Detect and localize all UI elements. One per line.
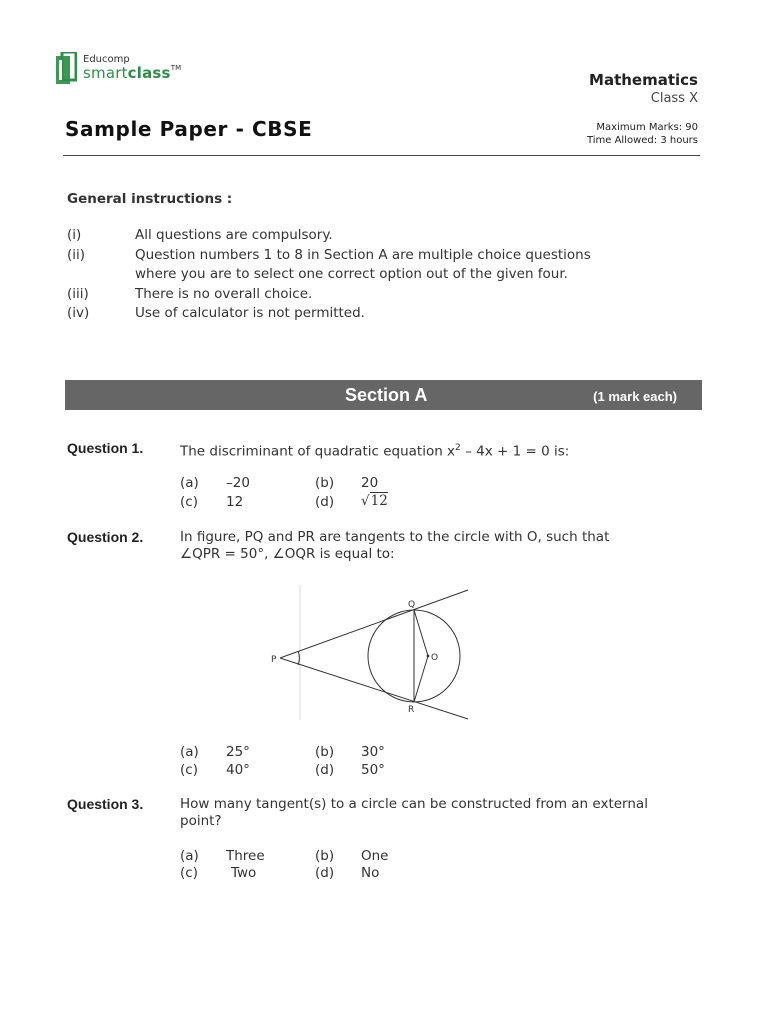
instruction-text: There is no overall choice.	[135, 285, 313, 302]
angle-arc	[298, 651, 299, 665]
instruction-item	[67, 304, 615, 324]
option-key: (c)	[180, 494, 198, 510]
square-root-sign: √	[361, 493, 370, 509]
question-3-line: How many tangent(s) to a circle can be constructed from an external	[180, 796, 648, 812]
option-value: No	[361, 865, 380, 881]
header-divider	[63, 155, 700, 156]
educomp-smartclass-logo	[55, 50, 185, 90]
option-key: (c)	[180, 865, 198, 881]
option-key: (b)	[315, 475, 335, 491]
question-1-label: Question 1.	[67, 440, 144, 456]
label-q: Q	[408, 600, 416, 610]
instruction-text: Use of calculator is not permitted.	[135, 305, 365, 321]
option-key: (a)	[180, 744, 199, 760]
option-value: 30°	[361, 744, 385, 760]
option-key: (d)	[315, 494, 335, 510]
tangent-circle-figure	[268, 585, 478, 720]
instruction-number: (i)	[67, 227, 82, 243]
option-value-sqrt	[361, 493, 388, 509]
section-marks-note: (1 mark each)	[593, 389, 677, 404]
option-value: 20	[361, 475, 379, 491]
question-2-line: ∠QPR = 50°, ∠OQR is equal to:	[180, 546, 395, 562]
option-key: (a)	[180, 848, 199, 864]
logo-product-part-b: class	[127, 64, 171, 82]
instruction-item	[67, 265, 615, 285]
smartclass-logo-icon	[55, 52, 77, 86]
instruction-number: (iii)	[67, 285, 89, 302]
instruction-item	[67, 226, 615, 246]
instruction-text: All questions are compulsory.	[135, 227, 333, 243]
time-allowed: Time Allowed: 3 hours	[586, 135, 698, 146]
tangent-line-pr	[280, 658, 468, 719]
label-r: R	[408, 705, 415, 715]
instruction-number	[67, 265, 135, 285]
question-3-text	[180, 796, 690, 830]
logo-company-text: Educomp	[83, 54, 130, 65]
question-3-label: Question 3.	[67, 796, 144, 812]
option-key: (a)	[180, 475, 199, 491]
instruction-item	[67, 246, 615, 266]
instruction-item	[67, 285, 615, 305]
tangent-line-pq	[280, 590, 468, 658]
option-key: (b)	[315, 848, 335, 864]
question-2-label: Question 2.	[67, 529, 144, 545]
option-value: 25°	[226, 744, 250, 760]
instructions-list	[67, 226, 615, 324]
option-key: (d)	[315, 865, 335, 881]
section-a-banner	[65, 380, 702, 410]
label-o: O	[431, 653, 439, 663]
center-point	[427, 655, 430, 658]
logo-product-text	[83, 64, 181, 82]
option-value: 40°	[226, 762, 250, 778]
section-title: Section A	[345, 385, 428, 405]
question-2-text	[180, 529, 690, 563]
question-1-text-part: – 4x + 1 = 0 is:	[460, 443, 570, 460]
label-p: P	[271, 655, 277, 665]
question-1-exponent: 2	[455, 443, 461, 453]
logo-product-part-a: smart	[83, 64, 128, 82]
option-value: Two	[231, 865, 257, 881]
square-root-radicand: 12	[370, 493, 388, 509]
radius-or	[414, 656, 428, 702]
question-3-line: point?	[180, 813, 222, 829]
question-1-text-part: The discriminant of quadratic equation x	[180, 443, 456, 460]
exam-meta	[587, 121, 698, 147]
radius-oq	[414, 610, 428, 656]
option-value: Three	[226, 848, 265, 864]
question-2-line: In figure, PQ and PR are tangents to the circle with O, such that	[180, 529, 610, 545]
instruction-text: Question numbers 1 to 8 in Section A are multiple choice questions	[135, 246, 591, 263]
class-label: Class X	[650, 91, 698, 106]
option-key: (c)	[180, 762, 198, 778]
question-1-text	[180, 440, 690, 461]
option-value: –20	[226, 475, 250, 491]
option-key: (b)	[315, 744, 335, 760]
instruction-text: where you are to select one correct option out of the given four.	[135, 266, 568, 282]
subject-title: Mathematics	[589, 71, 698, 89]
maximum-marks: Maximum Marks: 90	[596, 122, 698, 133]
logo-trademark: TM	[170, 64, 182, 72]
instructions-heading: General instructions :	[67, 191, 233, 207]
option-value: 50°	[361, 762, 385, 778]
option-key: (d)	[315, 762, 335, 778]
page-title: Sample Paper - CBSE	[65, 117, 313, 141]
instruction-number: (ii)	[67, 246, 86, 263]
instruction-number: (iv)	[67, 305, 90, 321]
option-value: 12	[226, 494, 244, 510]
option-value: One	[361, 848, 389, 864]
